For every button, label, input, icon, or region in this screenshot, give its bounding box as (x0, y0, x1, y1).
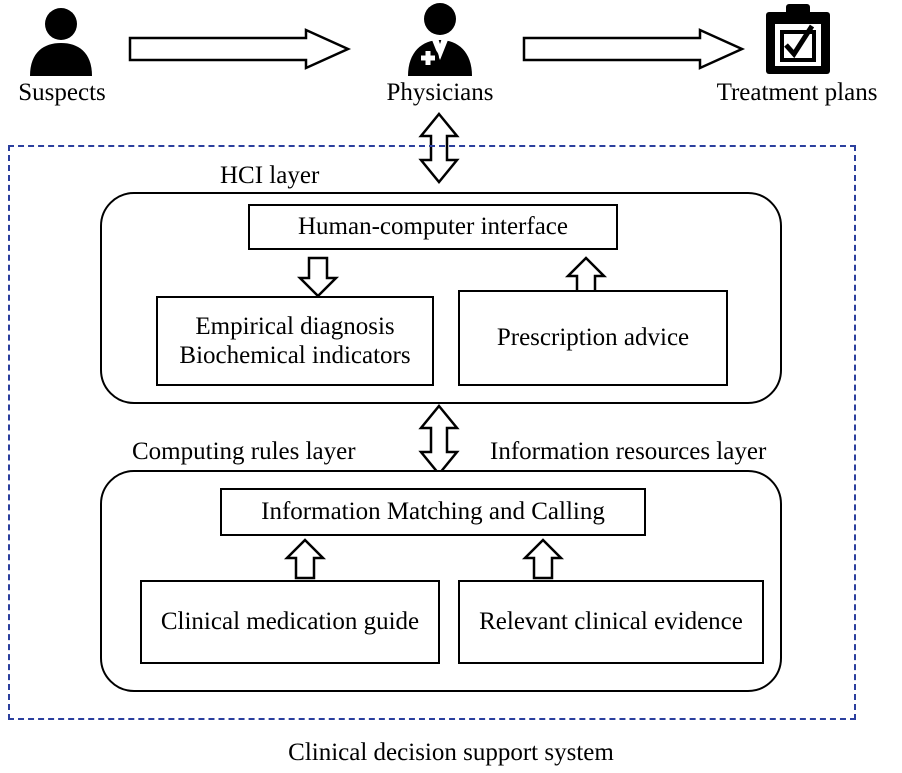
information-resources-layer-label: Information resources layer (490, 438, 767, 465)
person-icon (22, 6, 100, 78)
empirical-diagnosis-line1: Empirical diagnosis (195, 312, 395, 340)
up-arrow-icon-3 (522, 538, 564, 580)
clinical-medication-guide-label: Clinical medication guide (160, 608, 420, 636)
biochemical-indicators-line2: Biochemical indicators (179, 342, 411, 369)
doctor-icon (398, 2, 482, 78)
treatment-plans-label: Treatment plans (716, 79, 878, 106)
hci-layer-label: HCI layer (220, 162, 320, 189)
right-arrow-icon-1 (128, 28, 350, 70)
physicians-label: Physicians (386, 79, 494, 106)
human-computer-interface-label: Human-computer interface (297, 213, 568, 241)
up-arrow-icon-2 (284, 538, 326, 580)
prescription-advice-box[interactable] (458, 290, 728, 386)
information-matching-and-calling-label: Information Matching and Calling (261, 498, 605, 526)
computing-rules-layer-label: Computing rules layer (132, 438, 356, 465)
human-computer-interface-box[interactable] (248, 204, 618, 250)
information-matching-and-calling-box[interactable] (220, 488, 646, 536)
relevant-clinical-evidence-label: Relevant clinical evidence (479, 608, 743, 636)
relevant-clinical-evidence-box[interactable] (458, 580, 764, 664)
suspects-label: Suspects (18, 79, 106, 106)
clinical-medication-guide-box[interactable] (140, 580, 440, 664)
figure-caption: Clinical decision support system (288, 739, 614, 766)
prescription-advice-label: Prescription advice (496, 324, 690, 352)
down-arrow-icon-1 (297, 256, 339, 298)
double-arrow-vertical-icon-2 (418, 404, 460, 476)
clipboard-check-icon (762, 4, 834, 78)
right-arrow-icon-2 (522, 28, 744, 70)
empirical-diagnosis-box[interactable] (156, 296, 434, 386)
